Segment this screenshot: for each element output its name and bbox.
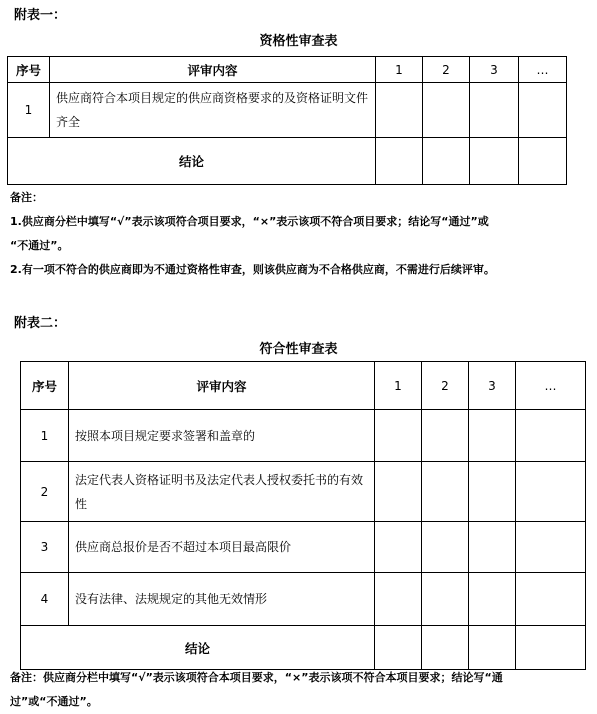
appendix2-table — [20, 361, 586, 670]
notes-line1b: 过”或“不通过”。 — [10, 695, 98, 708]
notes-line1a: 1.供应商分栏中填写“√”表示该项符合项目要求，“×”表示该项不符合项目要求；结论写“通过”或 — [10, 215, 489, 228]
cell-supplier-2 — [422, 522, 469, 573]
notes-head: 备注： — [10, 191, 43, 204]
appendix2-label: 附表二： — [14, 316, 67, 331]
cell-supplier-1 — [375, 410, 422, 462]
cell-supplier-more — [516, 573, 586, 626]
table-row — [21, 462, 586, 522]
header-supplier-2: 2 — [422, 362, 469, 410]
header-seq: 序号 — [21, 362, 69, 410]
row-number: 4 — [21, 573, 69, 626]
notes-line2: 2.有一项不符合的供应商即为不通过资格性审查，则该供应商为不合格供应商，不需进行后续评审。 — [10, 263, 495, 276]
appendix1-table — [7, 56, 567, 185]
cell-supplier-3 — [469, 522, 516, 573]
conclusion-supplier-1 — [376, 138, 423, 185]
header-supplier-1: 1 — [376, 57, 423, 83]
cell-supplier-3 — [469, 573, 516, 626]
cell-supplier-2 — [423, 83, 470, 138]
header-supplier-1: 1 — [375, 362, 422, 410]
conclusion-row — [21, 626, 586, 670]
conclusion-row — [8, 138, 567, 185]
table-row — [21, 410, 586, 462]
cell-supplier-2 — [422, 462, 469, 522]
row-content: 法定代表人资格证明书及法定代表人授权委托书的有效性 — [69, 462, 375, 522]
cell-supplier-1 — [376, 83, 423, 138]
appendix2-notes — [10, 666, 595, 714]
cell-supplier-1 — [375, 522, 422, 573]
table-row — [21, 522, 586, 573]
conclusion-supplier-more — [516, 626, 586, 670]
notes-line1a: 备注：供应商分栏中填写“√”表示该项符合本项目要求，“×”表示该项不符合本项目要求；结论写“通 — [10, 671, 503, 684]
conclusion-supplier-1 — [375, 626, 422, 670]
header-supplier-more: … — [519, 57, 567, 83]
notes-line1b: “不通过”。 — [10, 239, 69, 252]
row-content: 供应商符合本项目规定的供应商资格要求的及资格证明文件齐全 — [50, 83, 376, 138]
cell-supplier-2 — [422, 573, 469, 626]
conclusion-label: 结论 — [21, 626, 375, 670]
cell-supplier-more — [516, 462, 586, 522]
row-number: 3 — [21, 522, 69, 573]
header-content: 评审内容 — [69, 362, 375, 410]
conclusion-supplier-3 — [470, 138, 519, 185]
header-content: 评审内容 — [50, 57, 376, 83]
appendix1-title: 资格性审查表 — [259, 34, 338, 49]
row-content: 没有法律、法规规定的其他无效情形 — [69, 573, 375, 626]
table-row — [8, 83, 567, 138]
cell-supplier-more — [516, 410, 586, 462]
appendix2-title: 符合性审查表 — [259, 342, 338, 357]
conclusion-supplier-more — [519, 138, 567, 185]
cell-supplier-more — [519, 83, 567, 138]
cell-supplier-3 — [470, 83, 519, 138]
cell-supplier-more — [516, 522, 586, 573]
conclusion-supplier-3 — [469, 626, 516, 670]
appendix1-notes — [10, 186, 595, 282]
cell-supplier-1 — [375, 462, 422, 522]
row-content: 供应商总报价是否不超过本项目最高限价 — [69, 522, 375, 573]
header-seq: 序号 — [8, 57, 50, 83]
header-supplier-more: … — [516, 362, 586, 410]
table-row — [21, 573, 586, 626]
header-supplier-2: 2 — [423, 57, 470, 83]
appendix2-header-row — [21, 362, 586, 410]
appendix1-label: 附表一： — [14, 8, 67, 23]
cell-supplier-3 — [469, 462, 516, 522]
cell-supplier-3 — [469, 410, 516, 462]
appendix1-header-row — [8, 57, 567, 83]
conclusion-supplier-2 — [422, 626, 469, 670]
row-number: 1 — [8, 83, 50, 138]
row-content: 按照本项目规定要求签署和盖章的 — [69, 410, 375, 462]
row-number: 2 — [21, 462, 69, 522]
conclusion-supplier-2 — [423, 138, 470, 185]
cell-supplier-2 — [422, 410, 469, 462]
row-number: 1 — [21, 410, 69, 462]
header-supplier-3: 3 — [470, 57, 519, 83]
conclusion-label: 结论 — [8, 138, 376, 185]
header-supplier-3: 3 — [469, 362, 516, 410]
cell-supplier-1 — [375, 573, 422, 626]
